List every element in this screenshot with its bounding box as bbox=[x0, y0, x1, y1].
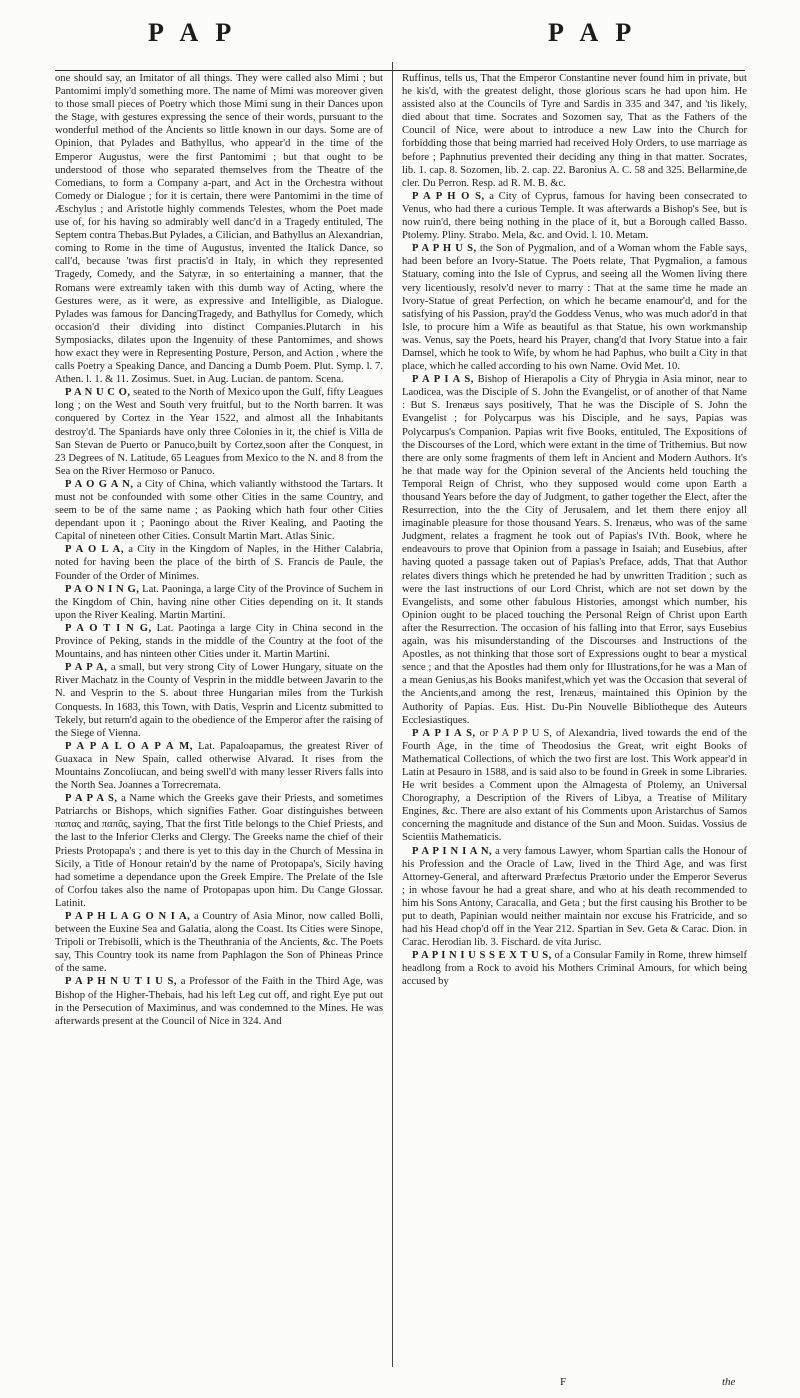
entry-headword: P A P I A S, bbox=[412, 374, 474, 386]
entry-headword: P A P H N U T I U S, bbox=[65, 976, 178, 988]
entry bbox=[55, 583, 383, 622]
entry-text: a Country of Asia Minor, now called Bolli, between the Euxine Sea and Galatia, along the Coast. Its Cities were Sinope, Tripoli or Trebisolli, which is the Theuthrania of the Ancients, &c. The Poets say, This Country took its name from Paphlagon the Son of Phineas Prince of the same. bbox=[55, 911, 383, 975]
signature-mark: F bbox=[560, 1376, 567, 1388]
left-running-head: P A P bbox=[148, 18, 238, 47]
entry-headword: P A P I A S, bbox=[412, 727, 476, 739]
entry-headword: P A P A S, bbox=[65, 793, 118, 805]
entry bbox=[55, 386, 383, 478]
entry-headword: P A P H U S, bbox=[412, 243, 477, 255]
entry bbox=[55, 975, 383, 1027]
entry-headword: P A O N I N G, bbox=[65, 583, 140, 595]
entry bbox=[402, 72, 747, 190]
right-column bbox=[402, 72, 747, 989]
entry-text: a Professor of the Faith in the Third Age, was Bishop of the Higher-Thebais, had his left Leg cut off, and right Eye put out in the Persecution of Maximinus, and was condemned to the Mines. He was afterwards present at the Council of Nice in 324. And bbox=[55, 976, 383, 1027]
entry bbox=[402, 373, 747, 727]
entry-text: Bishop of Hierapolis a City of Phrygia in Asia minor, near to Laodicea, was the Disciple of S. John the Evangelist, or of another of that Name : But S. Irenæus says positively, That he was the Disciple of S. John the Evangelist ; for Polycarpus was his Disciple, and he says, Papias was Polycarpus's Companion. Papias writ five Books, entituled, The Expositions of the Discourses of the Lord, which were extant in the time of Trithemius. But now there are only some fragments of them left in Ancient and Modern Authors. It's he that made way for the Opinion several of the Ancients held touching the Temporal Reign of Christ, who they supposed would come upon Earth a thousand Years before the day of Judgment, to gather together the Elect, after the Resurrection, into the the City of Jerusalem, and let them there enjoy all imaginable pleasure for those thousand Years. S. Irenæus, who was of the same Judgment, relates a fragment he took out of Papias's IVth. Book, where he endeavours to prove that Opinion from a passage in Isaiah; and Eusebius, after having quoted a passage taken out of Papias's Preface, adds, That that Author relates divers things which he pretended he had by unwritten Tradition ; such as were the last instructions of our Lord Christ, which are not set down by the Evangelists, and some other fabulous Histories, amongst which number, his Opinion ought to be placed touching the Personal Reign of Christ upon Earth after the Resurrection. The occasion of his falling into that Error, says Eusebius again, was his misunderstanding of the Discourses and Instructions of the Apostles, as not thinking that those sort of Expressions ought to bear a mystical sence ; and that the Apostles had them only for Illustrations,for he was a Man of a mean Genius,as his Books manifest,which yet was the Occasion that several of the Ancients,and among the rest, Irenæus, maintained this Opinion by the Authority of Papias. Eus. Hist. Du-Pin Nouvelle Bibliotheque des Auteurs Ecclesiastiques. bbox=[402, 374, 747, 726]
entry-headword: P A O G A N, bbox=[65, 478, 134, 490]
entry bbox=[55, 740, 383, 792]
entry bbox=[55, 622, 383, 661]
entry bbox=[402, 845, 747, 950]
entry bbox=[402, 242, 747, 373]
header-rule bbox=[55, 70, 745, 71]
entry-text: Ruffinus, tells us, That the Emperor Constantine never found him in private, but he kis'd, with the greatest delight, those glorious scars he had upon him. He assisted also at the Councils of Tyre and Sardis in 335 and 347, and 'tis likely, died about that time. Socrates and Sozomen say, That as the Fathers of the Council of Nice, were about to introduce a new Law into the Church for forbidding those that being married had received Holy Orders, to use marriage as before ; Paphnutius prevented their deciding any thing in that matter. Socrates, lib. 1. cap. 8. Sozomen, lib. 2. cap. 22. Baronius A. C. 58 and 325. Bellarmine,de cler. Du Perron. Resp. ad R. M. B. &c. bbox=[402, 73, 747, 189]
entry bbox=[55, 661, 383, 740]
entry bbox=[402, 727, 747, 845]
entry-text: a City in the Kingdom of Naples, in the Hither Calabria, noted for having been the place of the birth of S. Francis de Paule, the Founder of the Order of Minimes. bbox=[55, 544, 383, 582]
entry-headword: P A P A, bbox=[65, 662, 108, 674]
entry-headword: P A P H L A G O N I A, bbox=[65, 911, 191, 922]
entry bbox=[55, 72, 383, 386]
entry bbox=[55, 543, 383, 582]
entry bbox=[55, 792, 383, 910]
entry-headword: P A P A L O A P A M, bbox=[65, 740, 193, 752]
entry-headword: P A P I N I A N, bbox=[412, 845, 493, 857]
entry bbox=[402, 190, 747, 242]
entry-text: Lat. Papaloapamus, the greatest River of Guaxaca in New Spain, called otherwise Alvarad. It rises from the Mountains Zoncoliucan, and being swell'd with many lesser Rivers falls into the North Sea. Joannes a Torrecremata. bbox=[55, 740, 383, 792]
entry bbox=[55, 910, 383, 975]
entry-text: seated to the North of Mexico upon the Gulf, fifty Leagues long ; on the West and South very fruitful, but to the North barren. It was conquered by Cortez in the Year 1522, and almost all the Inhabitants destroy'd. The Spaniards have only three Colonies in it, the chief is Villa de San Stevan de Puerto or Panuco,built by Cortez,soon after the Conquest, in 23 Degrees of N. Latitude, 65 Leagues from Mexico to the N. and 8 from the Sea on the River Hermoso or Panuco. bbox=[55, 387, 383, 477]
entry-text: a Name which the Greeks gave their Priests, and sometimes Patriarchs or Bishops, which signifies Father. Goar distinguishes between παπας and παπᾶς, saying, That the first Title belongs to the Chief Priests, and the last to the Inferior Clerks and Clergy. The Greeks name the chief of their Priests Protopapa's ; and there is yet to this day in the Church of Messina in Sicily, a Title of Honour retain'd by the name of Protopapa's, Sicily having had sometime a dependance upon the Greek Empire. The Prelate of the Isle of Corfou takes also the name of Protopapas upon him. Du Cange Glossar. Latinit. bbox=[55, 793, 383, 909]
entry-text: the Son of Pygmalion, and of a Woman whom the Fable says, had been before an Ivory-Statue. The Poets relate, That Pygmalion, a famous Statuary, coming into the Isle of Cyprus, and seeing all the Women living there very licentiously, resolv'd never to marry : That at the same time he made an Ivory-Statue of great Perfection, on which he became enamour'd, and for the satisfying of his Passion, pray'd the Goddess Venus, who was much ador'd in that Isle, to procure him a Wife as beautiful as that Statue, his own workmanship was. Venus, say the Poets, heard his Prayer, chang'd that Ivory Statue into a fair Damsel, which he took to Wife, by whom he had Paphus, who built a City in that place, which he called according to his own Name. Ovid Met. 10. bbox=[402, 243, 747, 373]
right-running-head: P A P bbox=[548, 18, 638, 47]
catchword: the bbox=[722, 1376, 736, 1388]
entry-headword: P A O T I N G, bbox=[65, 622, 152, 634]
running-header bbox=[0, 18, 800, 58]
entry-text: of a Consular Family in Rome, threw himself headlong from a Rock to avoid his Mothers Criminal Amours, for which being accused by bbox=[402, 950, 747, 988]
entry-text: one should say, an Imitator of all things. They were called also Mimi ; but Pantomimi imply'd something more. The name of Mimi was moreover given to those small pieces of Poetry which those Mimi sung in their Dances upon the Stage, with gestures expressing the sence of their words, pursuant to the wonderful method of the Ancients so little known in our days. Some are of Opinion, that Pylades and Bathyllus, who appear'd in the time of the Emperor Augustus, were the first Pantomimi ; but that ought to be understood of those who separated themselves from the Theatre of the Comedians, to form a Company a-part, and Act in the Orchestra without Comedy or Dialogue ; for it is certain, there were Pantomimi in the time of Æschylus ; and Aristotle highly commends Telestes, whom the Poet made use of, for his having so admirably well danc'd in a Tragedy entituled, The Septem contra Thebas.But Pylades, a Cilician, and Bathyllus an Alexandrian, coming to Rome in the time of Augustus, invented the Italick Dance, so call'd, because 'twas first practis'd in Italy, in which they represented Tragedy, Comedy, and the Satyræ, in so entertaining a manner, that the Romans were extreamly taken with this dumb way of Acting, where the Gestures were, as it were, as expressive and Intelligible, as Dialogue. Pylades was famous for DancingTragedy, and Bathyllus for Comedy, which occasion'd their dividing into distinct Companies.Plutarch in his Symposiacks, dilates upon the Ingenuity of these Pantomimes, and shows how exact they were in Representing Posture, Person, and Action , where the calls Poetry a Speaking Dance, and Dancing a Dumb Poem. Plut. Symp. l. 7. Athen. l. 1. & 11. Zosimus. Suet. in Aug. Lucian. de pantom. Scena. bbox=[55, 73, 383, 386]
entry-text: Lat. Paotinga a large City in China second in the Province of Peking, stands in the middle of the Country at the foot of the Mountains, and has ninteen other Cities under it. Martin Martini. bbox=[55, 622, 383, 661]
entry-headword: P A N U C O, bbox=[65, 387, 131, 399]
entry-headword: P A O L A, bbox=[65, 544, 124, 556]
entry-text: a very famous Lawyer, whom Spartian calls the Honour of his Profession and the Oracle of Law, lived in the Third Age, and was first Attorney-General, and afterward Præfectus Prætorio under the Emperor Severus ; in whose favour he had a great share, and who at his death recommended to him his Sons Antony, Caracalla, and Geta ; but the first causing his Brother to be put to death, Papinian would neither maintain nor excuse his Fratricide, and so had his Head chop'd off in the Year 212. Spartian in Sev. Geta & Carac. Dion. in Carac. Herodian lib. 3. Fischard. de vita Jurisc. bbox=[402, 845, 748, 949]
entry bbox=[55, 478, 383, 543]
left-column bbox=[55, 72, 383, 1028]
entry-text: a City of Cyprus, famous for having been consecrated to Venus, who had there a curious Temple. It was afterwards a Bishop's See, but is now ruin'd, there being nothing in the place of it, but a Borough called Basso. Ptolemy. Pliny. Strabo. Mela, &c. and Ovid. l. 10. Metam. bbox=[402, 190, 747, 242]
entry-text: Lat. Paoninga, a large City of the Province of Suchem in the Kingdom of Chin, having nine other Cities depending on it. It stands upon the River Kealing. Martin Martini. bbox=[55, 583, 384, 621]
entry-headword: P A P H O S, bbox=[412, 190, 485, 202]
entry-text: a City of China, which valiantly withstood the Tartars. It must not be confounded with some other Cities in the same Country, and seem to be of the same name ; as Paoking which hath four other Cities dependant upon it ; Paoningo about the River Kealing, and Paoting the Capital of nineteen other Cities. Consult Martin Mart. Atlas Sinic. bbox=[55, 478, 383, 543]
entry-headword: P A P I N I U S S E X T U S, bbox=[412, 950, 552, 962]
entry-text: or P A P P U S, of Alexandria, lived towards the end of the Fourth Age, in the time of Theodosius the Great, writ eight Books of Mathematical Collections, of which the two first are lost. This Work appear'd in Latin at Pesauro in 1588, and is said also to be found in Greek in some Libraries. He writ besides a Comment upon the Almagesta of Ptolemy, an Universal Chorography, a Description of the Rivers of Libya, a Treatise of Military Engines, &c. There are also extant of his Comments upon Aristarchus of Samos concerning the magnitude and distance of the Sun and Moon. Suidas. Vossius de Scientiis Mathematicis. bbox=[402, 727, 748, 844]
entry bbox=[402, 949, 747, 988]
column-divider bbox=[392, 62, 393, 1367]
entry-text: a small, but very strong City of Lower Hungary, situate on the River Machatz in the County of Vesprin in the middle between Javarin to the N. and Vesprin to the S. about three Hungarian miles from the Turkish Conquests. In 1683, this Town, with Datis, Vesprin and Licentz submitted to Tekely, but return'd again to the obedience of the Emperor after the raising of the Siege of Vienna. bbox=[55, 662, 383, 739]
